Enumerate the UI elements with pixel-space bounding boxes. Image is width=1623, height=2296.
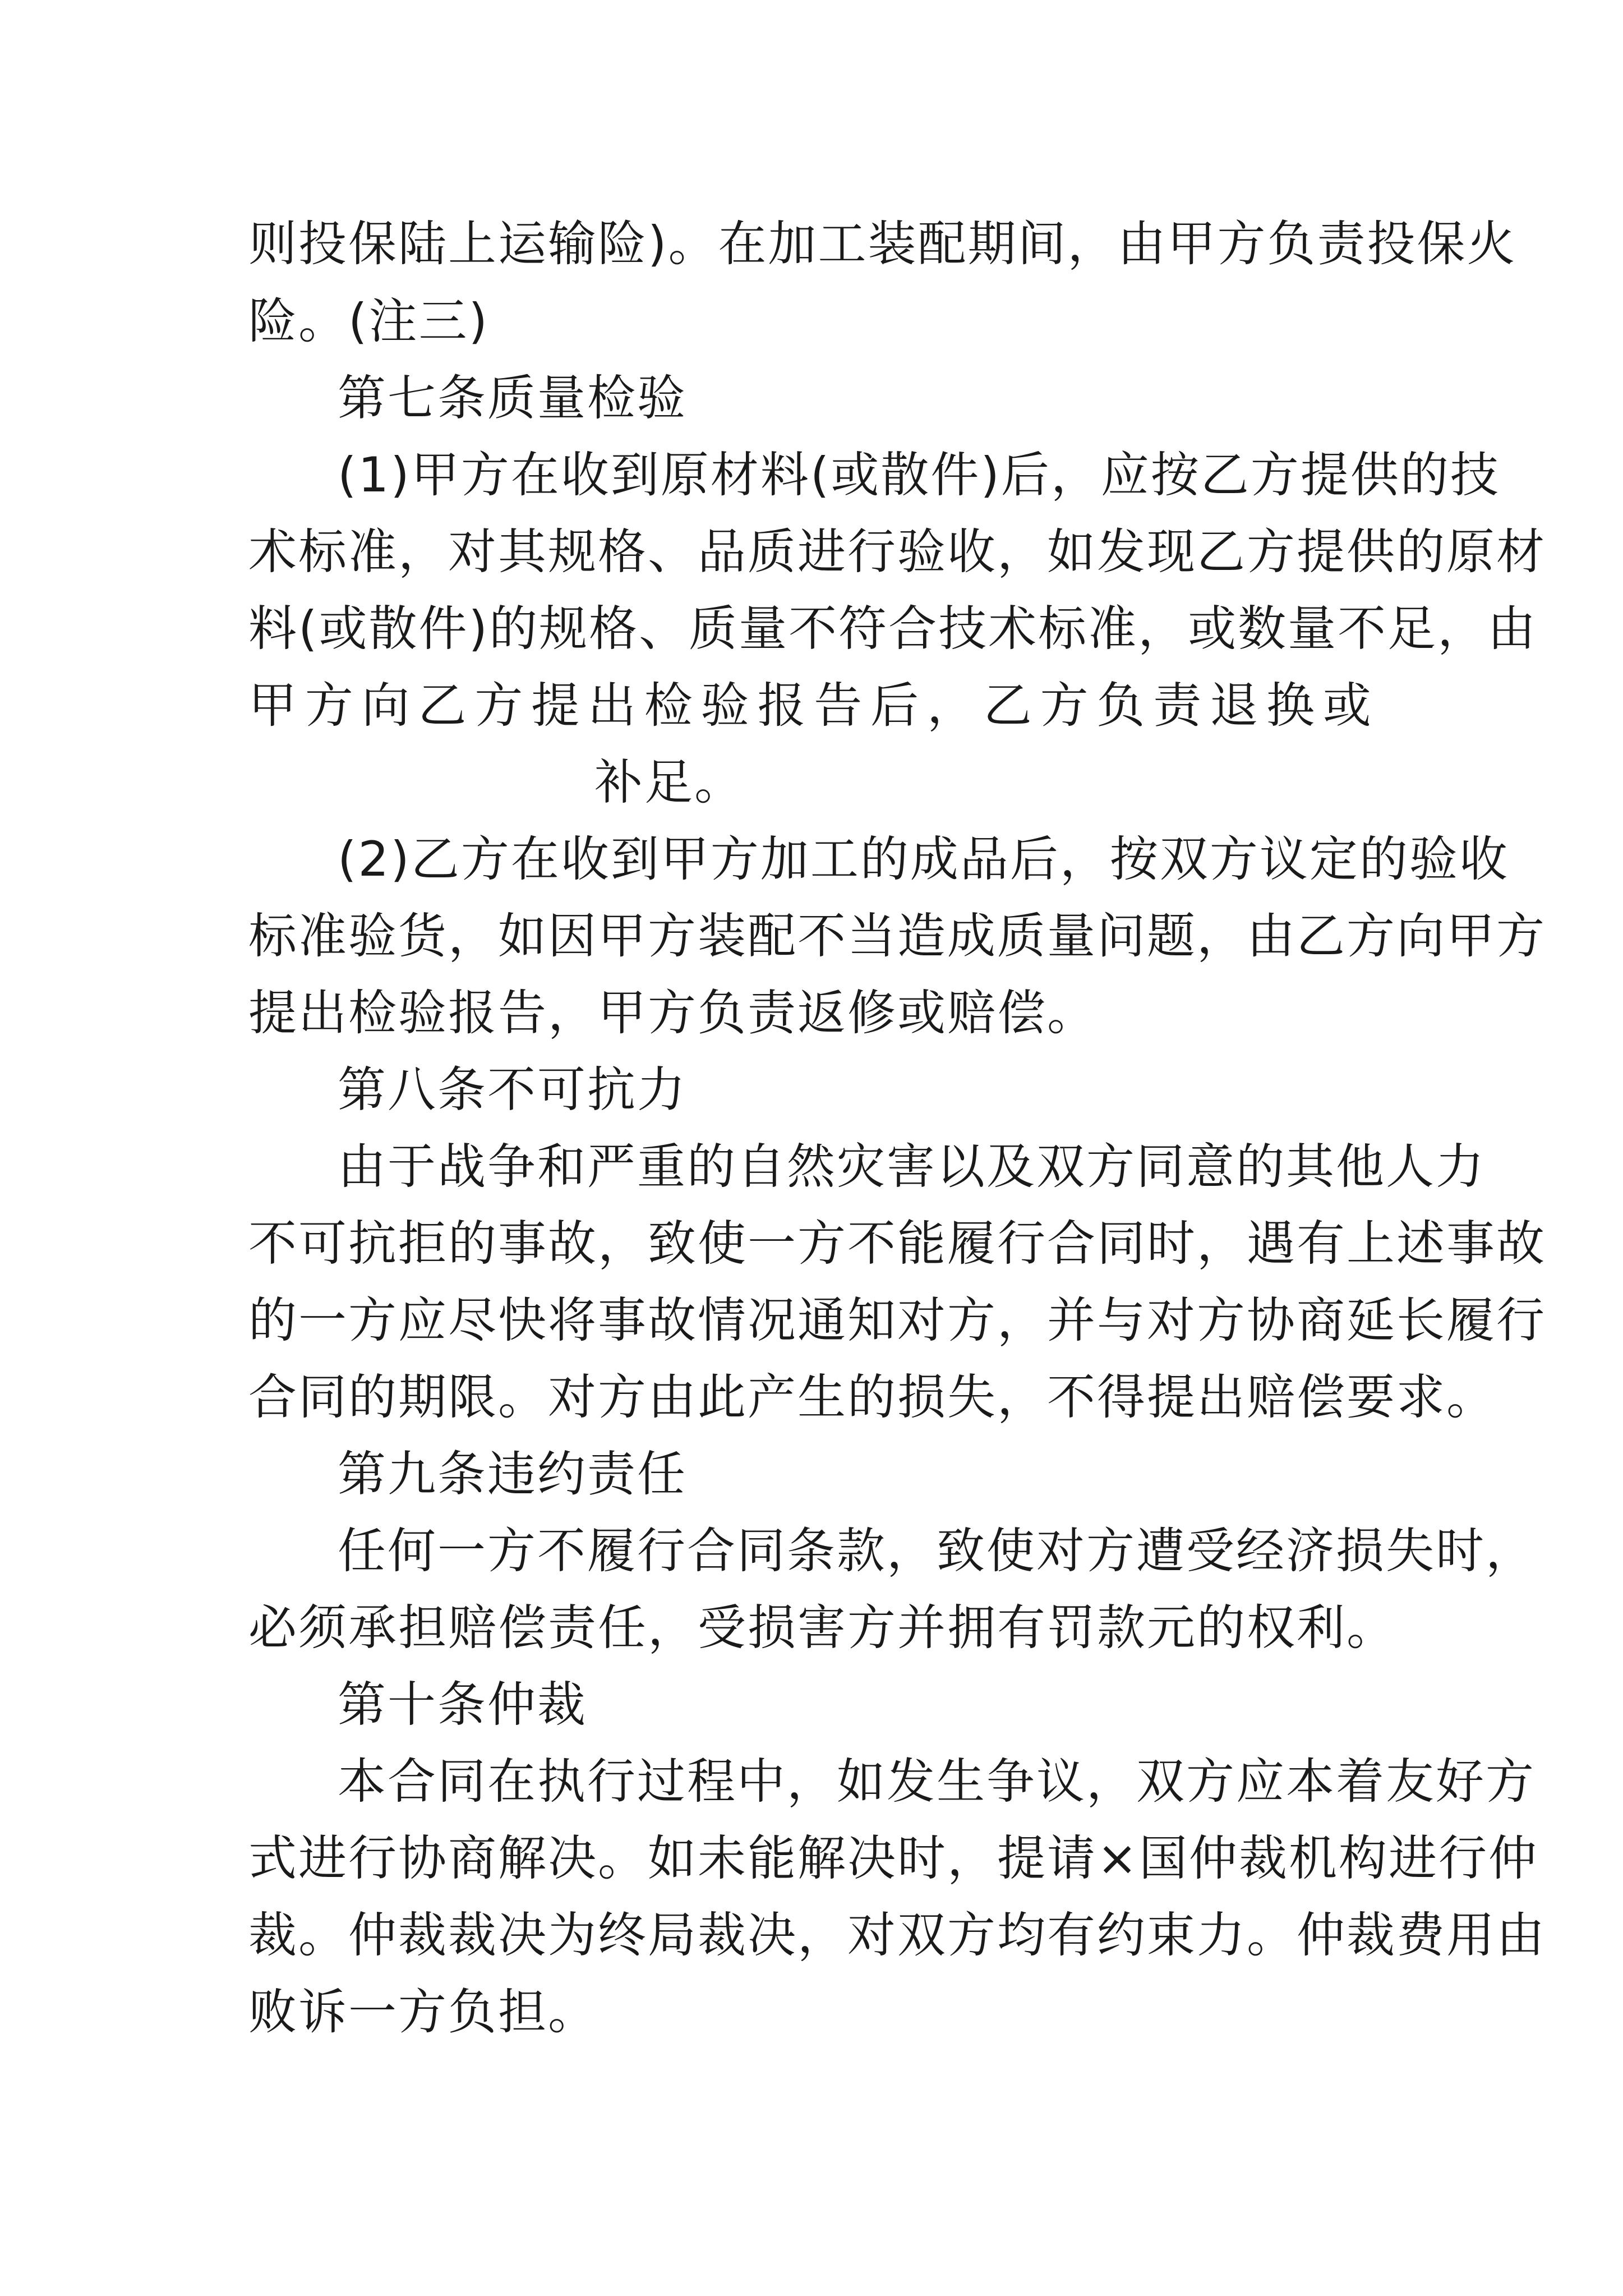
text-line: 标准验货，如因甲方装配不当造成质量问题，由乙方向甲方 [248, 908, 1546, 964]
text-line: 险。(注三) [248, 293, 490, 349]
section-heading: 第七条质量检验 [338, 370, 687, 426]
text-line: 由于战争和严重的自然灾害以及双方同意的其他人力 [338, 1139, 1486, 1195]
text-line: (1)甲方在收到原材料(或散件)后，应按乙方提供的技 [338, 447, 1500, 503]
text-line: 任何一方不履行合同条款，致使对方遭受经济损失时， [338, 1523, 1536, 1579]
text-line: 本合同在执行过程中，如发生争议，双方应本着友好方 [338, 1754, 1536, 1810]
section-heading: 第十条仲裁 [338, 1677, 587, 1733]
text-line: 合同的期限。对方由此产生的损失，不得提出赔偿要求。 [248, 1369, 1496, 1425]
text-line-justified: 甲 方 向 乙 方 提 出 检 验 报 告 后 ， 乙 方 负 责 退 换 或 [248, 678, 1373, 734]
text-line: 不可抗拒的事故，致使一方不能履行合同时，遇有上述事故 [248, 1216, 1546, 1272]
text-line: (2)乙方在收到甲方加工的成品后，按双方议定的验收 [338, 831, 1509, 887]
text-line: 提出检验报告，甲方负责返修或赔偿。 [248, 985, 1097, 1041]
text-line: 补足。 [594, 754, 744, 811]
section-heading: 第九条违约责任 [338, 1446, 687, 1502]
text-line: 的一方应尽快将事故情况通知对方，并与对方协商延长履行 [248, 1292, 1546, 1349]
text-line: 则投保陆上运输险)。在加工装配期间，由甲方负责投保火 [248, 216, 1517, 272]
text-line: 术标准，对其规格、品质进行验收，如发现乙方提供的原材 [248, 524, 1546, 580]
text-line: 料(或散件)的规格、质量不符合技术标准，或数量不足，由 [248, 601, 1538, 657]
text-line: 裁。仲裁裁决为终局裁决，对双方均有约束力。仲裁费用由 [248, 1907, 1546, 1963]
text-line: 式进行协商解决。如未能解决时，提请×国仲裁机构进行仲 [248, 1830, 1539, 1887]
text-line: 必须承担赔偿责任，受损害方并拥有罚款元的权利。 [248, 1600, 1396, 1656]
text-line: 败诉一方负担。 [248, 1984, 598, 2040]
section-heading: 第八条不可抗力 [338, 1062, 687, 1118]
